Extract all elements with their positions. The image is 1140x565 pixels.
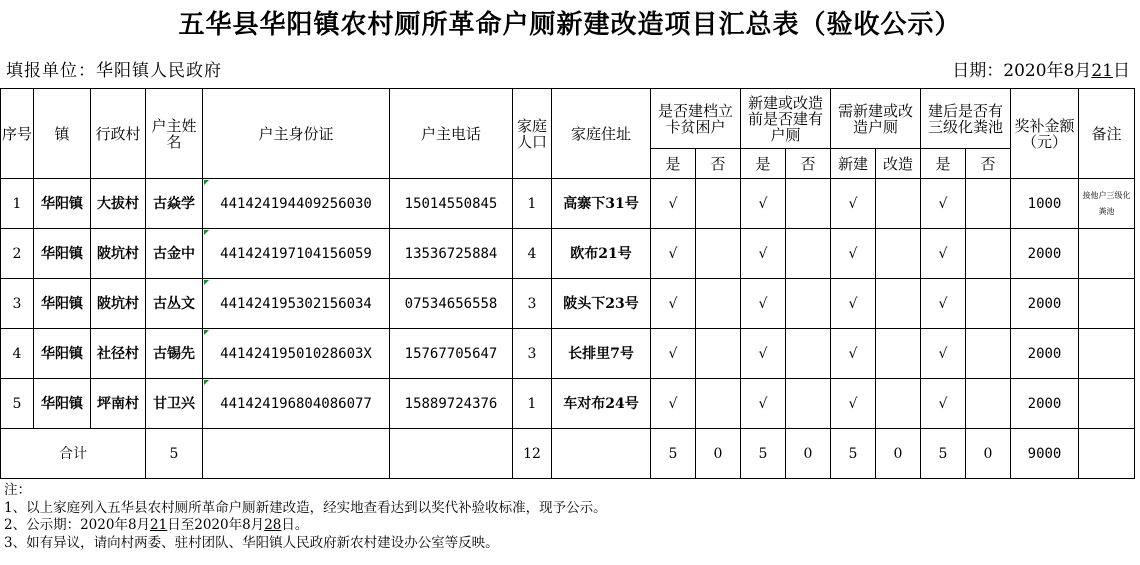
cell-phone: 13536725884 [390, 229, 513, 279]
cell-village: 陂坑村 [91, 279, 146, 329]
total-need-new: 5 [831, 429, 876, 479]
cell-owner: 古锡先 [146, 329, 203, 379]
cell-poor-no [696, 179, 741, 229]
note-line-2-end-day: 28 [264, 517, 282, 533]
header-septic: 建后是否有三级化粪池 [921, 89, 1011, 149]
cell-town: 华阳镇 [34, 379, 91, 429]
cell-id: 441424197104156059 [203, 229, 390, 279]
cell-town: 华阳镇 [34, 229, 91, 279]
cell-phone: 15889724376 [390, 379, 513, 429]
cell-need-new: √ [831, 179, 876, 229]
cell-newbuild-no [786, 279, 831, 329]
note-line-2-c: 日至2020年8月 [167, 517, 265, 533]
table-row [1, 329, 1135, 379]
cell-town: 华阳镇 [34, 279, 91, 329]
cell-newbuild-yes: √ [741, 379, 786, 429]
cell-need-renovate [876, 279, 921, 329]
cell-newbuild-no [786, 329, 831, 379]
cell-newbuild-yes: √ [741, 179, 786, 229]
cell-people: 1 [513, 379, 552, 429]
cell-amount: 2000 [1011, 329, 1079, 379]
total-newbuild-no: 0 [786, 429, 831, 479]
cell-seq: 3 [1, 279, 34, 329]
note-line-2-e: 日。 [281, 517, 309, 533]
cell-town: 华阳镇 [34, 329, 91, 379]
cell-people: 1 [513, 179, 552, 229]
cell-owner: 古焱学 [146, 179, 203, 229]
cell-owner: 古丛文 [146, 279, 203, 329]
header-newbuild-no: 否 [786, 149, 831, 179]
cell-poor-no [696, 379, 741, 429]
total-phone-empty [390, 429, 513, 479]
cell-need-new: √ [831, 329, 876, 379]
note-line-1: 1、以上家庭列入五华县农村厕所革命户厕新建改造，经实地查看达到以奖代补验收标准，现予公示。 [4, 499, 607, 516]
total-remark-empty [1079, 429, 1135, 479]
cell-seq: 4 [1, 329, 34, 379]
total-address-empty [552, 429, 651, 479]
header-newbuild-yes: 是 [741, 149, 786, 179]
cell-remark: 接他户三级化粪池 [1079, 179, 1135, 229]
cell-owner: 甘卫兴 [146, 379, 203, 429]
cell-seq: 5 [1, 379, 34, 429]
page-title: 五华县华阳镇农村厕所革命户厕新建改造项目汇总表（验收公示） [178, 10, 962, 40]
cell-phone: 07534656558 [390, 279, 513, 329]
table-row [1, 229, 1135, 279]
header-owner: 户主姓名 [146, 89, 203, 179]
cell-village: 大拔村 [91, 179, 146, 229]
cell-need-renovate [876, 379, 921, 429]
cell-need-new: √ [831, 379, 876, 429]
total-poor-no: 0 [696, 429, 741, 479]
header-town: 镇 [34, 89, 91, 179]
note-line-2 [4, 517, 607, 535]
cell-remark [1079, 279, 1135, 329]
cell-poor-no [696, 329, 741, 379]
cell-address: 高寨下31号 [552, 179, 651, 229]
date-day: 21 [1091, 61, 1113, 81]
cell-remark [1079, 229, 1135, 279]
total-people: 12 [513, 429, 552, 479]
cell-septic-no [966, 279, 1011, 329]
table-row [1, 379, 1135, 429]
cell-village: 社径村 [91, 329, 146, 379]
cell-newbuild-no [786, 379, 831, 429]
header-need-renovate: 改造 [876, 149, 921, 179]
total-need-renovate: 0 [876, 429, 921, 479]
total-row [1, 429, 1135, 479]
cell-amount: 2000 [1011, 279, 1079, 329]
cell-septic-yes: √ [921, 329, 966, 379]
cell-need-renovate [876, 229, 921, 279]
cell-id: 441424195302156034 [203, 279, 390, 329]
cell-poor-yes: √ [651, 379, 696, 429]
date-line [952, 56, 1130, 81]
cell-town: 华阳镇 [34, 179, 91, 229]
cell-newbuild-no [786, 179, 831, 229]
cell-need-renovate [876, 329, 921, 379]
cell-address: 车对布24号 [552, 379, 651, 429]
cell-amount: 2000 [1011, 229, 1079, 279]
header-newbuild: 新建或改造前是否建有户厕 [741, 89, 831, 149]
cell-id: 44142419501028603X [203, 329, 390, 379]
note-line-2-start-day: 21 [150, 517, 168, 533]
cell-need-renovate [876, 179, 921, 229]
total-label: 合计 [1, 429, 146, 479]
cell-remark [1079, 379, 1135, 429]
header-phone: 户主电话 [390, 89, 513, 179]
cell-seq: 2 [1, 229, 34, 279]
cell-newbuild-yes: √ [741, 229, 786, 279]
fill-unit: 填报单位：华阳镇人民政府 [6, 61, 222, 81]
total-amount: 9000 [1011, 429, 1079, 479]
notes-head: 注： [4, 482, 31, 498]
cell-village: 坪南村 [91, 379, 146, 429]
cell-owner: 古金中 [146, 229, 203, 279]
cell-septic-yes: √ [921, 179, 966, 229]
cell-village: 陂坑村 [91, 229, 146, 279]
header-people: 家庭人口 [513, 89, 552, 179]
header-amount: 奖补金额（元） [1011, 89, 1079, 179]
total-owners: 5 [146, 429, 203, 479]
notes [4, 482, 607, 552]
header-address: 家庭住址 [552, 89, 651, 179]
cell-newbuild-yes: √ [741, 329, 786, 379]
table-row [1, 279, 1135, 329]
cell-amount: 1000 [1011, 179, 1079, 229]
cell-septic-no [966, 329, 1011, 379]
header-need-new: 新建 [831, 149, 876, 179]
cell-septic-yes: √ [921, 279, 966, 329]
cell-address: 陂头下23号 [552, 279, 651, 329]
cell-address: 欧布21号 [552, 229, 651, 279]
header-need: 需新建或改造户厕 [831, 89, 921, 149]
total-id-empty [203, 429, 390, 479]
total-newbuild-yes: 5 [741, 429, 786, 479]
cell-need-new: √ [831, 279, 876, 329]
cell-poor-yes: √ [651, 229, 696, 279]
cell-poor-no [696, 229, 741, 279]
header-remark: 备注 [1079, 89, 1135, 179]
summary-table [0, 88, 1135, 479]
total-poor-yes: 5 [651, 429, 696, 479]
cell-septic-no [966, 379, 1011, 429]
cell-septic-no [966, 179, 1011, 229]
cell-newbuild-yes: √ [741, 279, 786, 329]
cell-septic-yes: √ [921, 379, 966, 429]
header-seq: 序号 [1, 89, 34, 179]
cell-remark [1079, 329, 1135, 379]
cell-address: 长排里7号 [552, 329, 651, 379]
header-poor-yes: 是 [651, 149, 696, 179]
header-septic-no: 否 [966, 149, 1011, 179]
cell-seq: 1 [1, 179, 34, 229]
cell-people: 4 [513, 229, 552, 279]
header-village: 行政村 [91, 89, 146, 179]
table-row [1, 179, 1135, 229]
cell-amount: 2000 [1011, 379, 1079, 429]
total-septic-no: 0 [966, 429, 1011, 479]
cell-phone: 15014550845 [390, 179, 513, 229]
cell-id: 441424194409256030 [203, 179, 390, 229]
date-label: 日期： [952, 61, 1004, 81]
total-septic-yes: 5 [921, 429, 966, 479]
cell-septic-yes: √ [921, 229, 966, 279]
date-pre: 2020年8月 [1003, 61, 1092, 81]
cell-septic-no [966, 229, 1011, 279]
date-post: 日 [1113, 61, 1130, 81]
cell-id: 441424196804086077 [203, 379, 390, 429]
cell-people: 3 [513, 279, 552, 329]
cell-people: 3 [513, 329, 552, 379]
cell-poor-no [696, 279, 741, 329]
cell-poor-yes: √ [651, 279, 696, 329]
header-id: 户主身份证 [203, 89, 390, 179]
cell-poor-yes: √ [651, 179, 696, 229]
cell-newbuild-no [786, 229, 831, 279]
note-line-2-a: 2、公示期：2020年8月 [4, 517, 151, 533]
header-poor: 是否建档立卡贫困户 [651, 89, 741, 149]
note-line-3: 3、如有异议，请向村两委、驻村团队、华阳镇人民政府新农村建设办公室等反映。 [4, 534, 499, 551]
header-septic-yes: 是 [921, 149, 966, 179]
cell-need-new: √ [831, 229, 876, 279]
cell-poor-yes: √ [651, 329, 696, 379]
cell-phone: 15767705647 [390, 329, 513, 379]
header-poor-no: 否 [696, 149, 741, 179]
